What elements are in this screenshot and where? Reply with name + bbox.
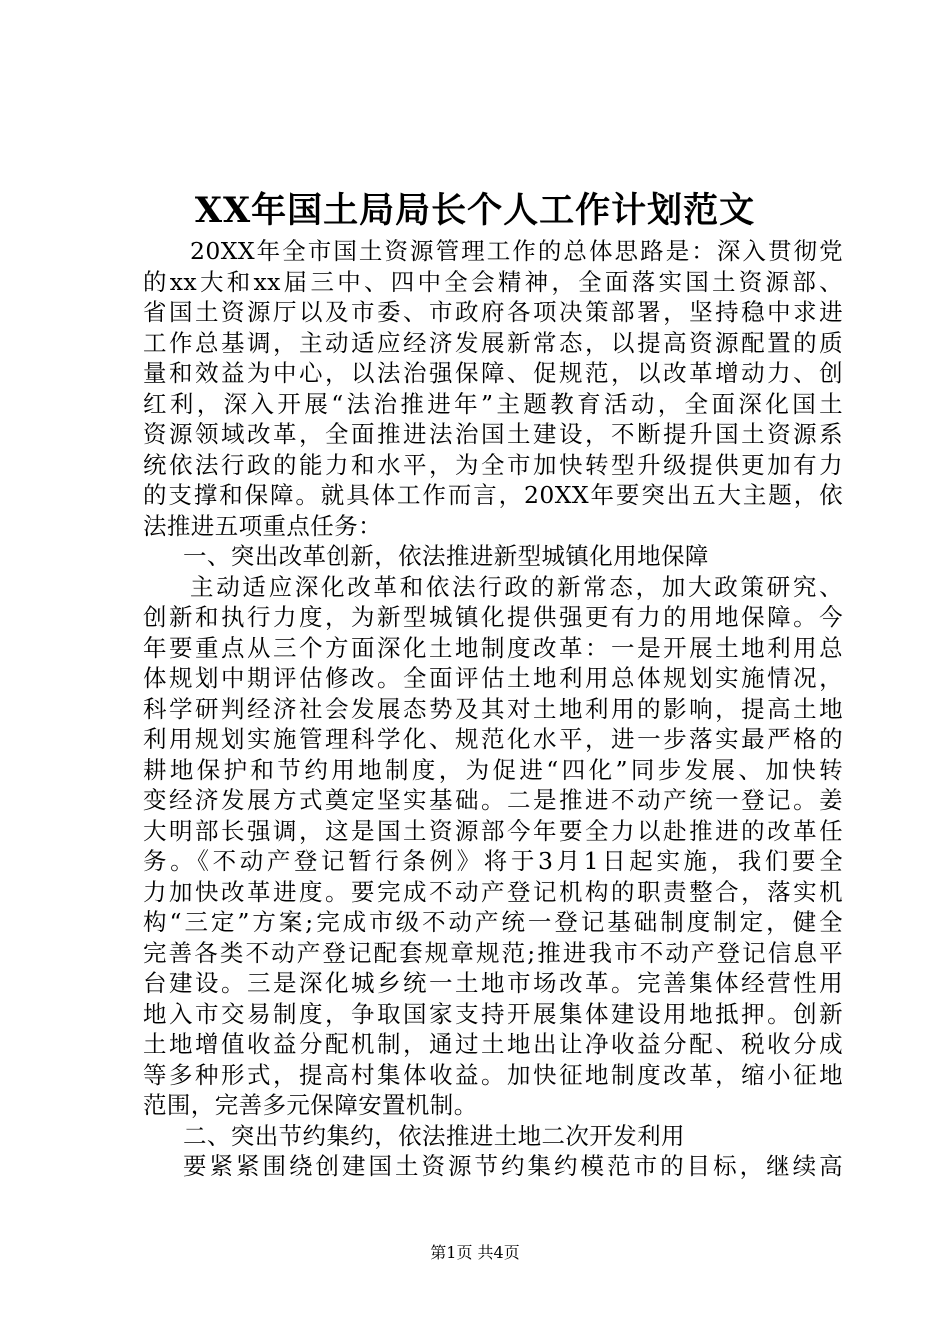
paragraph-line: 法推进五项重点任务：	[143, 511, 382, 540]
paragraph-line: 要紧紧围绕创建国土资源节约集约模范市的目标，继续高	[183, 1152, 843, 1180]
paragraph-line: 创新和执行力度，为新型城镇化提供强更有力的用地保障。今	[143, 603, 843, 631]
paragraph-line: 主动适应深化改革和依法行政的新常态，加大政策研究、	[190, 572, 843, 601]
paragraph-line: 20XX年全市国土资源管理工作的总体思路是：深入贯彻党	[190, 237, 843, 265]
paragraph-line: 变经济发展方式奠定坚实基础。二是推进不动产统一登记。姜	[143, 786, 843, 814]
paragraph-line: 务。《不动产登记暂行条例》将于3月1日起实施，我们要全	[143, 847, 843, 875]
section-heading: 一、突出改革创新，依法推进新型城镇化用地保障	[183, 542, 709, 570]
paragraph-line: 的xx大和xx届三中、四中全会精神，全面落实国土资源部、	[143, 267, 843, 296]
paragraph-line: 台建设。三是深化城乡统一土地市场改革。完善集体经营性用	[143, 969, 843, 997]
paragraph-line: 量和效益为中心，以法治强保障、促规范，以改革增动力、创	[143, 359, 843, 387]
paragraph-line: 构“三定”方案;完成市级不动产统一登记基础制度制定，健全	[143, 908, 843, 936]
paragraph-line: 省国土资源厅以及市委、市政府各项决策部署，坚持稳中求进	[143, 298, 843, 326]
paragraph-line: 等多种形式，提高村集体收益。加快征地制度改革，缩小征地	[143, 1060, 843, 1089]
paragraph-line: 体规划中期评估修改。全面评估土地利用总体规划实施情况，	[143, 664, 843, 692]
paragraph-line: 统依法行政的能力和水平，为全市加快转型升级提供更加有力	[143, 450, 843, 479]
page-title: XX年国土局局长个人工作计划范文	[194, 190, 756, 231]
paragraph-line: 工作总基调，主动适应经济发展新常态，以提高资源配置的质	[143, 328, 843, 357]
paragraph-line: 土地增值收益分配机制，通过土地出让净收益分配、税收分成	[143, 1030, 843, 1058]
section-heading: 二、突出节约集约，依法推进土地二次开发利用	[183, 1121, 685, 1150]
paragraph-line: 地入市交易制度，争取国家支持开展集体建设用地抵押。创新	[143, 999, 843, 1028]
paragraph-line: 完善各类不动产登记配套规章规范;推进我市不动产登记信息平	[143, 938, 843, 967]
paragraph-line: 资源领域改革，全面推进法治国土建设，不断提升国土资源系	[143, 420, 843, 448]
paragraph-line: 大明部长强调，这是国土资源部今年要全力以赴推进的改革任	[143, 816, 843, 845]
paragraph-line: 红利，深入开展“法治推进年”主题教育活动，全面深化国土	[143, 389, 843, 418]
paragraph-line: 的支撑和保障。就具体工作而言，20XX年要突出五大主题，依	[143, 481, 843, 509]
paragraph-line: 科学研判经济社会发展态势及其对土地利用的影响，提高土地	[143, 694, 843, 723]
page-number: 第1页 共4页	[430, 1243, 520, 1262]
paragraph-line: 耕地保护和节约用地制度，为促进“四化”同步发展、加快转	[143, 755, 843, 784]
paragraph-line: 范围，完善多元保障安置机制。	[143, 1091, 478, 1119]
paragraph-line: 力加快改革进度。要完成不动产登记机构的职责整合，落实机	[143, 877, 843, 906]
paragraph-line: 年要重点从三个方面深化土地制度改革：一是开展土地利用总	[143, 633, 843, 662]
paragraph-line: 利用规划实施管理科学化、规范化水平，进一步落实最严格的	[143, 725, 843, 753]
document-body	[143, 236, 843, 1182]
